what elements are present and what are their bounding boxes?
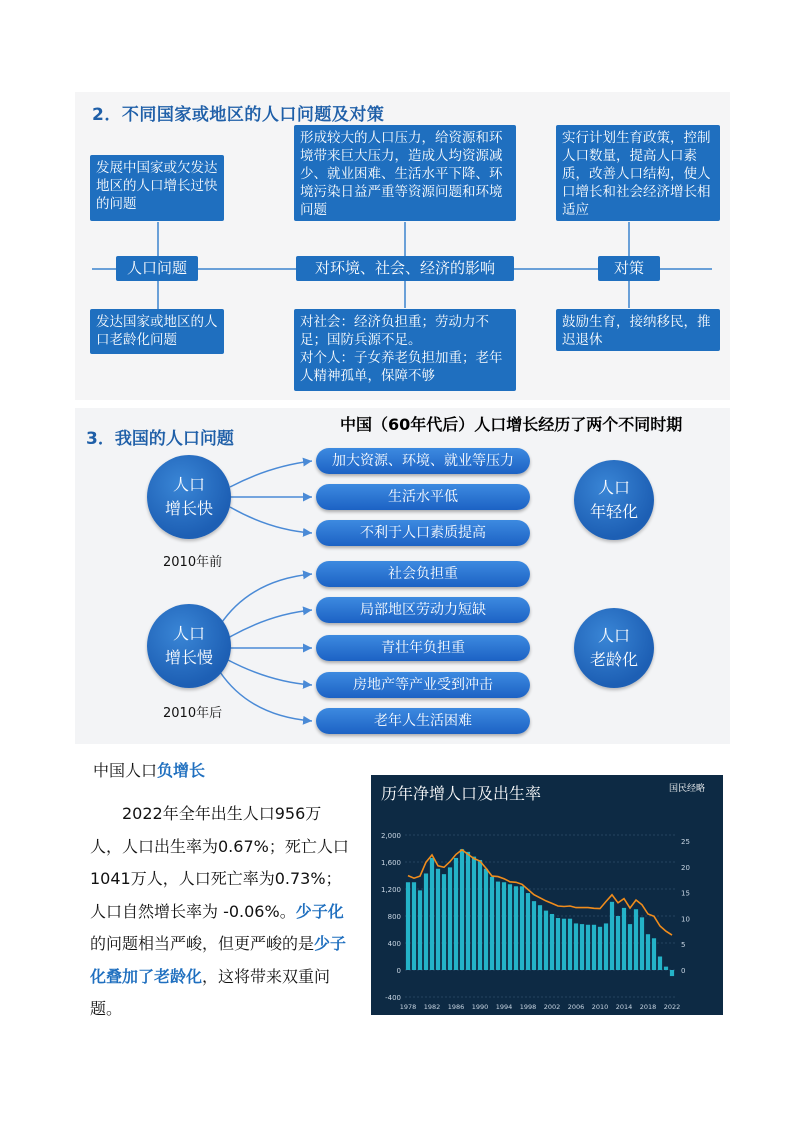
impact-box-top: 形成较大的人口压力，给资源和环境带来巨大压力，造成人均资源减少、就业困难、生活水平下降、环境污染日益严重等资源问题和环境问题: [294, 125, 516, 221]
negative-growth-title: [93, 758, 205, 781]
policy-box-bottom: 鼓励生育，接纳移民，推迟退休: [556, 309, 720, 351]
bar: [622, 908, 626, 970]
year-before-2010: 2010年前: [163, 555, 223, 570]
para-bold2: 少子化叠加了老龄化: [90, 934, 347, 986]
negative-title-prefix: 中国人口: [93, 761, 158, 780]
bar: [568, 919, 572, 970]
bar: [442, 874, 446, 970]
para-part2: 的问题相当严峻，但更严峻的是: [90, 934, 315, 953]
x-tick-label: 1986: [447, 1003, 465, 1011]
x-tick-label: 2010: [591, 1003, 609, 1011]
bar: [436, 869, 440, 970]
effect-fast-2: 生活水平低: [316, 484, 530, 510]
bar: [424, 873, 428, 970]
arrow-slow-1: [220, 574, 312, 625]
bar: [604, 923, 608, 970]
effect-slow-3: 青壮年负担重: [316, 635, 530, 661]
bar: [490, 877, 494, 970]
y-left-tick-label: 400: [387, 940, 401, 948]
y-left-tick-label: 0: [396, 967, 401, 975]
bar: [508, 884, 512, 970]
population-chart: [371, 775, 723, 1015]
y-left-tick-label: 800: [387, 913, 401, 921]
bar: [406, 882, 410, 970]
y-right-tick-label: 15: [681, 889, 690, 898]
effect-slow-2: 局部地区劳动力短缺: [316, 597, 530, 623]
impact-label: 对环境、社会、经济的影响: [296, 256, 514, 281]
bar: [646, 934, 650, 970]
x-tick-label: 2022: [663, 1003, 681, 1011]
bar: [520, 886, 524, 970]
bar: [514, 886, 518, 970]
x-tick-label: 1998: [519, 1003, 537, 1011]
x-tick-label: 2014: [615, 1003, 633, 1011]
chart-svg: [371, 775, 723, 1015]
negative-title-highlight: 负增长: [157, 761, 206, 780]
arrow-fast-3: [230, 507, 312, 533]
bar: [472, 857, 476, 970]
bar: [664, 967, 668, 970]
bar: [574, 923, 578, 970]
bar: [544, 911, 548, 970]
section3-title: 3．我国的人口问题: [86, 429, 234, 449]
impact-personal: 对个人：子女养老负担加重；老年人精神孤单，保障不够: [300, 350, 503, 384]
x-tick-label: 1994: [495, 1003, 513, 1011]
effect-slow-5: 老年人生活困难: [316, 708, 530, 734]
bar: [418, 890, 422, 970]
bar: [640, 917, 644, 970]
y-left-tick-label: -400: [385, 994, 401, 1002]
year-after-2010: 2010年后: [163, 706, 223, 721]
bar: [562, 919, 566, 970]
bar: [652, 938, 656, 970]
arrow-slow-2: [228, 610, 312, 638]
policy-box-top: 实行计划生育政策，控制人口数量，提高人口素质，改善人口结构，使人口增长和社会经济增长相适应: [556, 125, 720, 221]
y-right-tick-label: 25: [681, 838, 690, 846]
bar: [466, 852, 470, 970]
bar: [484, 869, 488, 970]
bar: [586, 925, 590, 970]
y-left-tick-label: 2,000: [380, 832, 401, 840]
bar: [556, 918, 560, 970]
bar: [628, 924, 632, 970]
bar: [496, 882, 500, 970]
x-tick-label: 1982: [423, 1003, 441, 1011]
effect-fast-3: 不利于人口素质提高: [316, 520, 530, 546]
impact-social: 对社会：经济负担重；劳动力不足；国防兵源不足。: [300, 314, 489, 348]
x-tick-label: 2002: [543, 1003, 561, 1011]
bar: [430, 858, 434, 970]
policy-label: 对策: [598, 256, 660, 281]
bar: [538, 905, 542, 970]
negative-growth-paragraph: [90, 798, 352, 1026]
circle-fast-growth: 人口 增长快: [147, 455, 231, 539]
bar: [532, 901, 536, 970]
y-left-tick-label: 1,600: [380, 859, 401, 867]
x-tick-label: 1990: [471, 1003, 489, 1011]
bar: [670, 970, 674, 976]
para-part1: 2022年全年出生人口956万人，人口出生率为0.67%；死亡人口1041万人，人口死亡率为0.73%；人口自然增长率为 -0.06%。: [90, 804, 349, 921]
y-right-tick-label: 20: [681, 863, 690, 872]
x-tick-label: 1978: [399, 1003, 417, 1011]
para-part3: ，这将带来双重问题。: [90, 966, 331, 1018]
bar: [550, 914, 554, 970]
arrow-fast-1: [230, 461, 312, 487]
effect-slow-4: 房地产等产业受到冲击: [316, 672, 530, 698]
bar: [610, 902, 614, 970]
y-left-tick-label: 1,200: [380, 886, 401, 894]
effect-fast-1: 加大资源、环境、就业等压力: [316, 448, 530, 474]
problem-box-developing: 发展中国家或欠发达地区的人口增长过快的问题: [90, 155, 224, 221]
bar: [580, 924, 584, 970]
y-right-tick-label: 5: [681, 941, 686, 950]
section2-title: 2．不同国家或地区的人口问题及对策: [92, 105, 385, 125]
bar: [478, 860, 482, 970]
y-right-tick-label: 10: [681, 915, 690, 924]
bar: [592, 925, 596, 970]
x-tick-label: 2006: [567, 1003, 585, 1011]
bar: [616, 916, 620, 970]
bar: [412, 882, 416, 970]
problem-box-developed: 发达国家或地区的人口老龄化问题: [90, 309, 224, 354]
bar: [598, 927, 602, 970]
para-bold1: 少子化: [295, 901, 344, 921]
chart-logo: 国民经略: [669, 784, 706, 794]
circle-slow-growth: 人口 增长慢: [147, 604, 231, 688]
arrow-slow-5: [220, 672, 312, 721]
bar: [526, 893, 530, 970]
bar: [634, 909, 638, 970]
circle-young-population: 人口 年轻化: [574, 460, 654, 540]
circle-aging-population: 人口 老龄化: [574, 608, 654, 688]
bar: [460, 849, 464, 970]
problem-label: 人口问题: [116, 256, 198, 281]
bar: [658, 957, 662, 971]
chart-title: 历年净增人口及出生率: [381, 784, 542, 803]
bar: [448, 867, 452, 970]
y-right-tick-label: 0: [681, 967, 686, 975]
effect-slow-1: 社会负担重: [316, 561, 530, 587]
arrow-slow-4: [228, 660, 312, 685]
section3-heading: 中国（60年代后）人口增长经历了两个不同时期: [340, 415, 683, 434]
bar: [454, 858, 458, 970]
x-tick-label: 2018: [639, 1003, 657, 1011]
bar: [502, 882, 506, 970]
